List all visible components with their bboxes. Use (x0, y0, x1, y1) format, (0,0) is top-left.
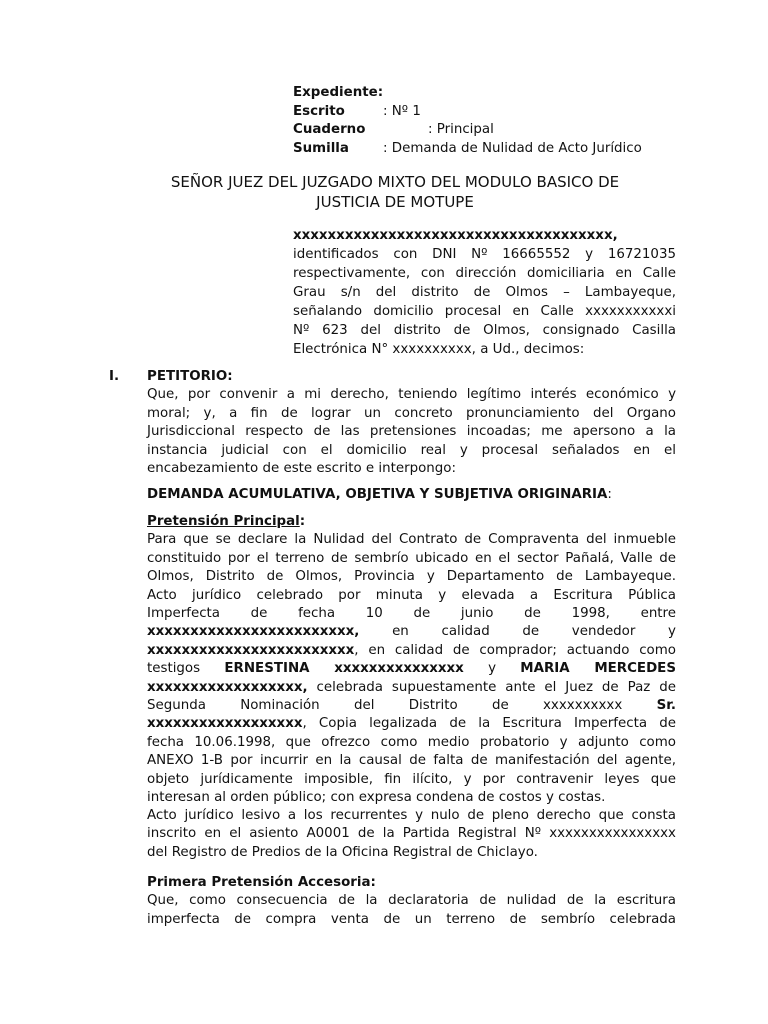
witness-1: ERNESTINA xxxxxxxxxxxxxxx (224, 661, 464, 677)
principal-line: Segunda Nominación del Distrito de xxxxxxxxxx Sr. (147, 698, 676, 714)
petitorio-last-line: encabezamiento de este escrito e interpongo: (147, 461, 456, 477)
title-line-1: SEÑOR JUEZ DEL JUZGADO MIXTO DEL MODULO BASICO DE (170, 173, 620, 191)
case-header (293, 84, 642, 158)
intro-line: identificados con DNI Nº 16665552 y 16721035 (293, 247, 676, 262)
intro-line: Grau s/n del distrito de Olmos – Lambayeque, (293, 285, 676, 300)
accesoria-heading: Primera Pretensión Accesoria: (147, 875, 376, 890)
principal-last-line: interesan al orden público; con expresa condena de costos y costas. (147, 790, 606, 806)
expediente-label: Expediente: (293, 85, 384, 100)
principal-line: objeto jurídicamente imposible, fin ilícito, y por contravenir leyes que (147, 771, 676, 787)
seller-name: xxxxxxxxxxxxxxxxxxxxxxxx, (147, 624, 360, 640)
principal-line: testigos ERNESTINA xxxxxxxxxxxxxxx y MARIA MERCEDES (147, 661, 676, 677)
sumilla-value: : Demanda de Nulidad de Acto Jurídico (383, 140, 642, 156)
principal-section (147, 513, 676, 808)
principal-line: Acto jurídico celebrado por minuta y elevada a Escritura Pública (147, 587, 676, 603)
intro-line: señalando domicilio procesal en Calle xxxxxxxxxxxi (293, 304, 676, 319)
witness-2: MARIA MERCEDES (520, 661, 676, 677)
principal-line: xxxxxxxxxxxxxxxxxxxxxxxx, en calidad de comprador; actuando como (147, 642, 676, 658)
petitorio-heading: PETITORIO: (147, 369, 233, 384)
principal-line: ANEXO 1-B por incurrir en la causal de falta de manifestación del agente, (147, 753, 676, 769)
principal-line: Olmos, Distrito de Olmos, Provincia y Departamento de Lambayeque. (147, 569, 676, 585)
cuaderno-label: Cuaderno (293, 122, 366, 137)
acto-line: inscrito en el asiento A0001 de la Partida Registral Nº xxxxxxxxxxxxxxxx (147, 826, 676, 842)
principal-line: xxxxxxxxxxxxxxxxxxxxxxxx, en calidad de vendedor y (147, 624, 676, 640)
sumilla-label: Sumilla (293, 140, 349, 156)
accesoria-section (147, 874, 676, 929)
plaintiff-name: xxxxxxxxxxxxxxxxxxxxxxxxxxxxxxxxxxxxx, (293, 228, 618, 243)
principal-line: fecha 10.06.1998, que ofrezco como medio probatorio y adjunto como (147, 734, 676, 750)
accesoria-line: Que, como consecuencia de la declaratoria de nulidad de la escritura (147, 893, 676, 909)
title-line-2: JUSTICIA DE MOTUPE (316, 192, 474, 211)
demanda-heading-block (147, 486, 612, 504)
intro-last-line: Electrónica N° xxxxxxxxxx, a Ud., decimos: (293, 342, 585, 357)
principal-line: constituido por el terreno de sembrío ubicado en el sector Pañalá, Valle de (147, 550, 676, 566)
petitorio-line: instancia judicial con el domicilio real y procesal señalados en el (147, 442, 676, 458)
petitorio-section (147, 368, 676, 478)
acto-last-line: del Registro de Predios de la Oficina Registral de Chiclayo. (147, 844, 538, 860)
intro-paragraph (293, 226, 676, 359)
principal-line: xxxxxxxxxxxxxxxxxx, Copia legalizada de la Escritura Imperfecta de (147, 716, 676, 732)
judge-name: xxxxxxxxxxxxxxxxxx (147, 716, 303, 732)
petitorio-line: moral; y, a fin de lograr un concreto pronunciamiento del Organo (147, 405, 676, 421)
intro-line: respectivamente, con dirección domiciliaria en Calle (293, 266, 676, 281)
principal-line: Para que se declare la Nulidad del Contrato de Compraventa del inmueble (147, 532, 676, 548)
intro-line: Nº 623 del distrito de Olmos, consignado Casilla (293, 323, 676, 338)
buyer-name: xxxxxxxxxxxxxxxxxxxxxxxx (147, 642, 355, 658)
principal-heading-colon: : (299, 514, 306, 529)
petitorio-line: Que, por convenir a mi derecho, teniendo legítimo interés económico y (147, 387, 676, 403)
acto-paragraph (147, 807, 676, 862)
principal-line: Imperfecta de fecha 10 de junio de 1998, entre (147, 606, 676, 622)
principal-heading: Pretensión Principal (147, 514, 300, 529)
escrito-label: Escrito (293, 103, 345, 119)
acto-line: Acto jurídico lesivo a los recurrentes y nulo de pleno derecho que consta (147, 808, 676, 823)
document-title (100, 173, 690, 212)
section-numeral: I. (109, 369, 120, 384)
cuaderno-value: : Principal (428, 122, 494, 137)
demanda-heading: DEMANDA ACUMULATIVA, OBJETIVA Y SUBJETIVA ORIGINARIA (147, 487, 608, 502)
petitorio-line: Jurisdiccional respecto de las pretensiones incoadas; me apersono a la (147, 424, 676, 440)
demanda-colon: : (607, 487, 612, 502)
escrito-value: : Nº 1 (383, 103, 421, 119)
principal-line: xxxxxxxxxxxxxxxxxx, celebrada supuestamente ante el Juez de Paz de (147, 679, 676, 695)
accesoria-line: imperfecta de compra venta de un terreno de sembrío celebrada (147, 911, 676, 927)
